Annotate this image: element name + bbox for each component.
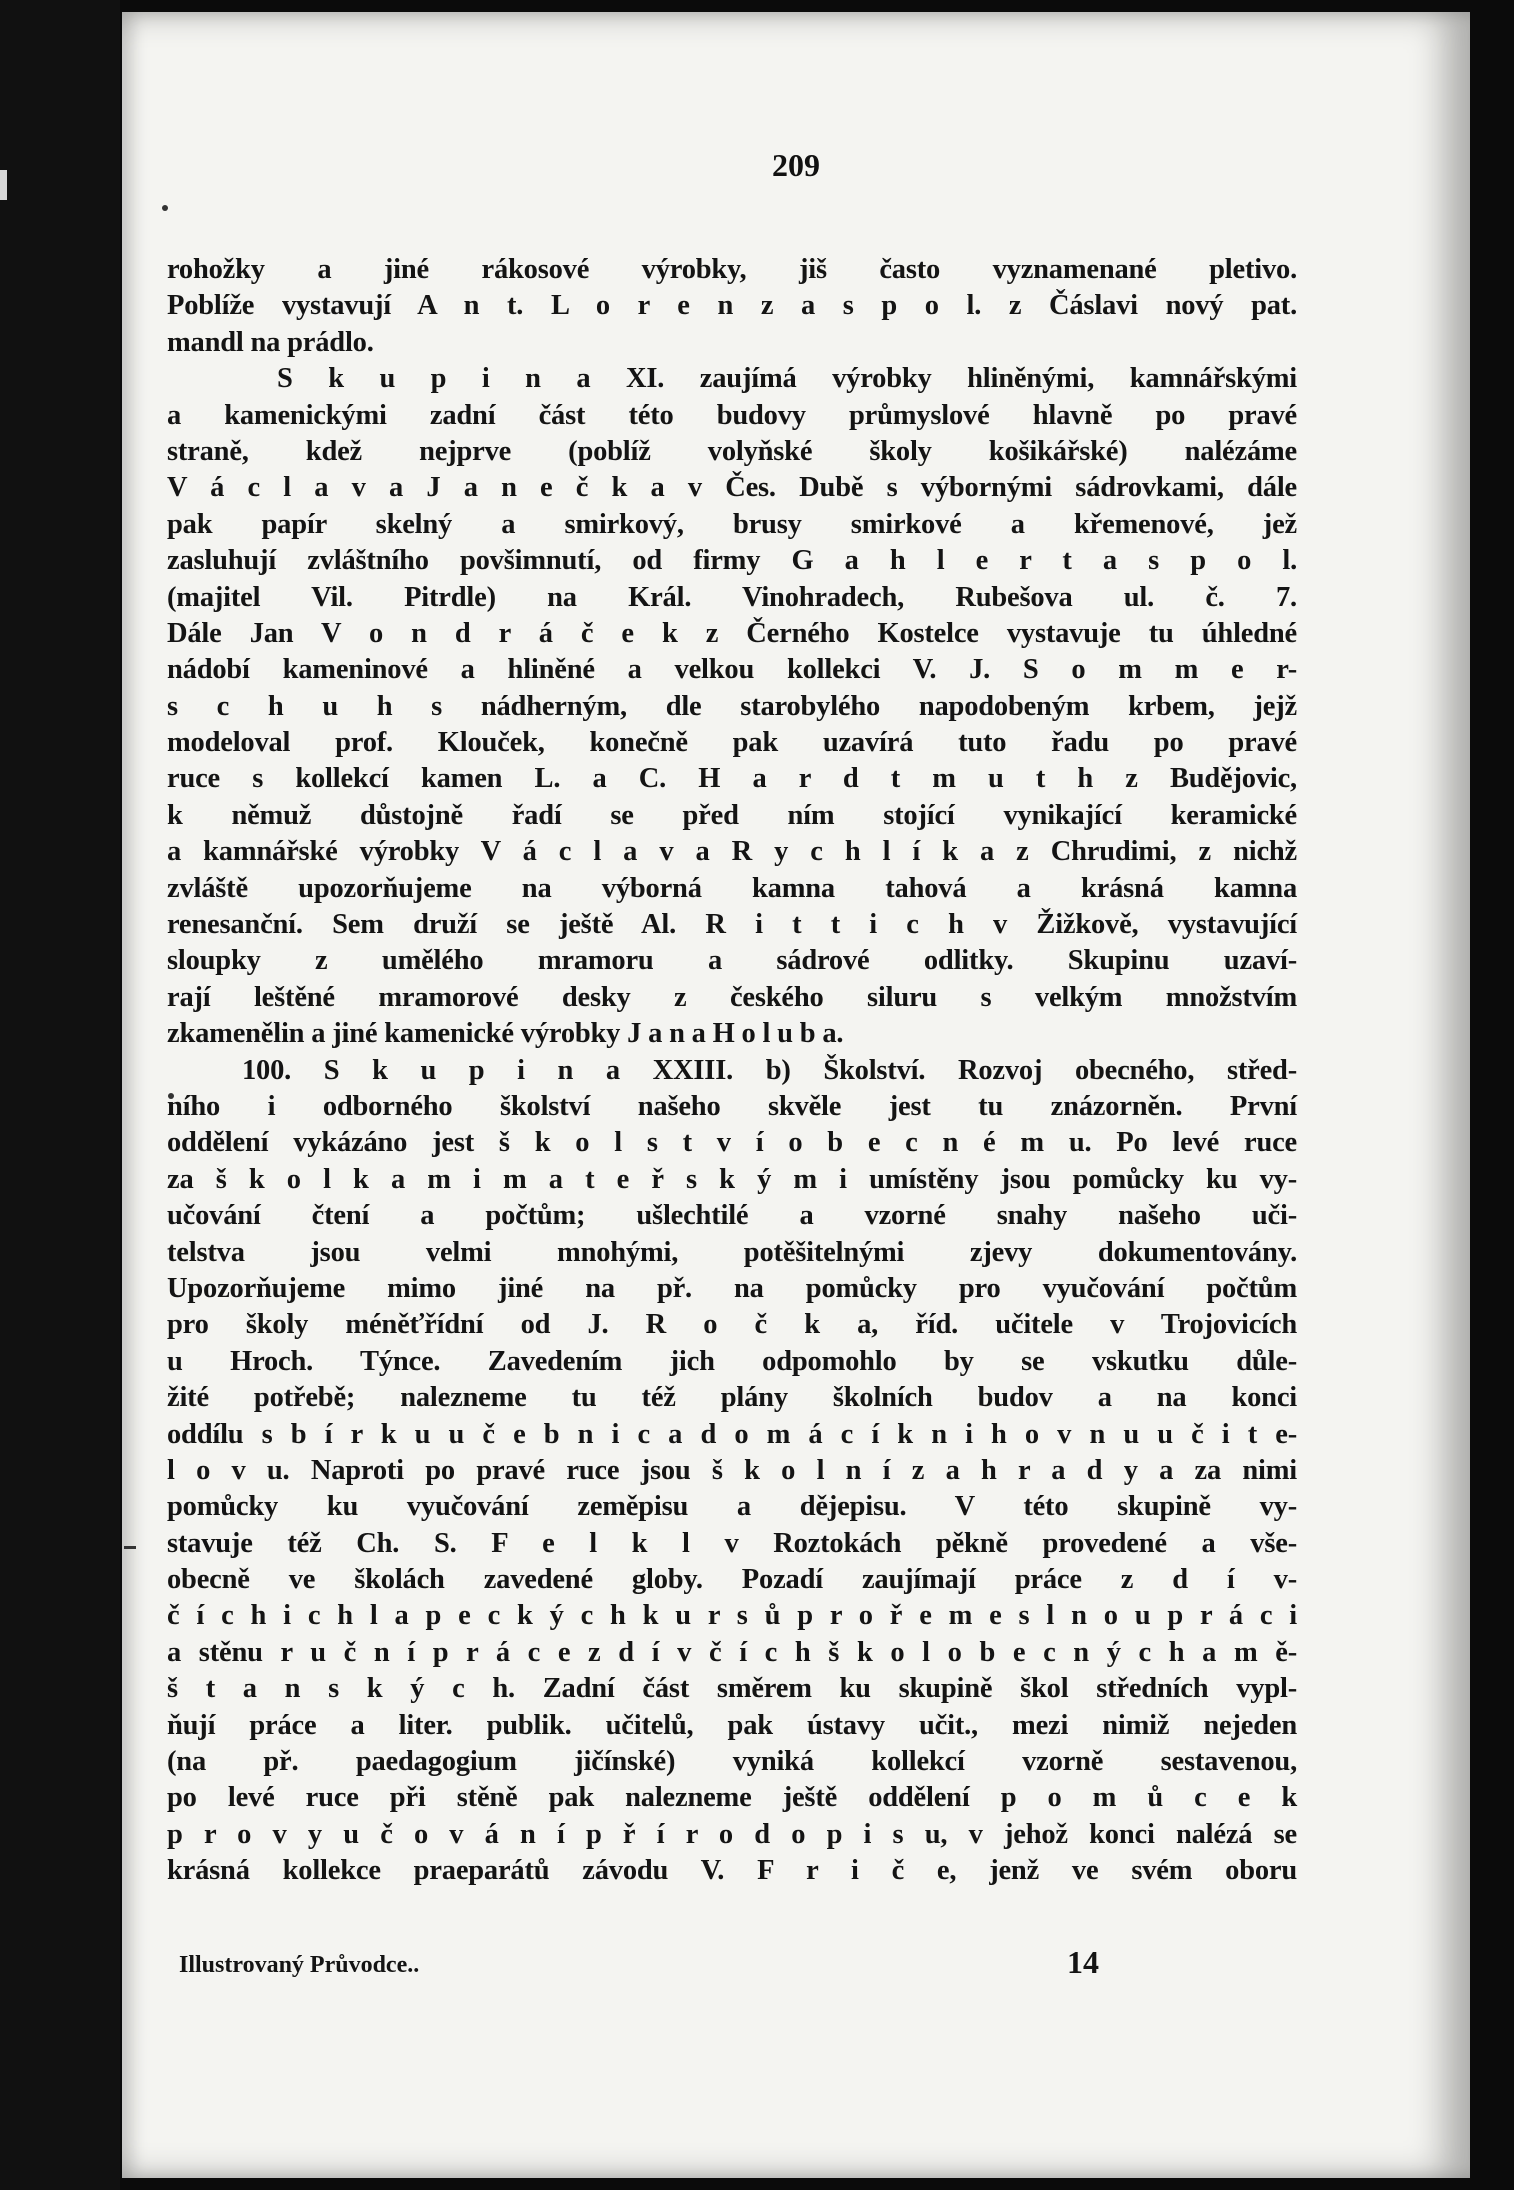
text-line: po levé ruce při stěně pak nalezneme ještě oddělení p o m ů c e k [167,1782,1297,1814]
text-line: sloupky z umělého mramoru a sádrové odlitky. Skupinu uzaví- [167,945,1297,977]
text-line: p r o v y u č o v á n í p ř í r o d o p i s u, v jehož konci nalézá se [167,1818,1297,1850]
margin-speck [162,205,168,211]
text-line: a stěnu r u č n í p r á c e z d í v č í c h š k o l o b e c n ý c h a m ě- [167,1636,1297,1668]
scan-left-border [0,0,120,2190]
text-line: mandl na prádlo. [167,326,374,358]
footer-signature-mark: 14 [1067,1944,1099,1980]
text-line: zvláště upozorňujeme na výborná kamna tahová a krásná kamna [167,872,1297,904]
text-line: š t a n s k ý c h. Zadní část směrem ku skupině škol středních vypl- [167,1673,1297,1705]
body-text [167,252,1297,1890]
text-line: ruce s kollekcí kamen L. a C. H a r d t m u t h z Budějovic, [167,763,1297,795]
text-line: 100. S k u p i n a XXIII. b) Školství. Rozvoj obecného, střed- [242,1054,1297,1086]
text-line: za š k o l k a m i m a t e ř s k ý m i umístěny jsou pomůcky ku vy- [167,1163,1297,1195]
text-line: obecně ve školách zavedené globy. Pozadí zaujímají práce z d í v- [167,1564,1297,1596]
text-line: telstva jsou velmi mnohými, potěšitelnými zjevy dokumentovány. [167,1236,1297,1268]
scan-edge-mark [0,170,7,200]
text-line: s c h u h s nádherným, dle starobylého napodobeným krbem, jejž [167,690,1297,722]
text-line: zasluhují zvláštního povšimnutí, od firmy G a h l e r t a s p o l. [167,545,1297,577]
text-line: k němuž důstojně řadí se před ním stojící vynikající keramické [167,799,1297,831]
text-line: č í c h i c h l a p e c k ý c h k u r s ů p r o ř e m e s l n o u p r á c i [167,1600,1297,1632]
text-line: Poblíže vystavují A n t. L o r e n z a s p o l. z Čáslavi nový pat. [167,290,1297,322]
text-line: modeloval prof. Klouček, konečně pak uzavírá tuto řadu po pravé [167,727,1297,759]
text-line: (majitel Vil. Pitrdle) na Král. Vinohradech, Rubešova ul. č. 7. [167,581,1297,613]
text-line: rohožky a jiné rákosové výrobky, jiš často vyznamenané pletivo. [167,254,1297,285]
text-line: (na př. paedagogium jičínské) vyniká kollekcí vzorně sestavenou, [167,1746,1297,1778]
text-line: l o v u. Naproti po pravé ruce jsou š k o l n í z a h r a d y a za nimi [167,1454,1297,1486]
text-line: straně, kdež nejprve (poblíž volyňské školy košikářské) nalézáme [167,435,1297,467]
text-line: ního i odborného školství našeho skvěle jest tu znázorněn. První [167,1090,1297,1122]
text-line: učování čtení a počtům; ušlechtilé a vzorné snahy našeho uči- [167,1200,1297,1232]
text-line: oddílu s b í r k u u č e b n i c a d o m á c í k n i h o v n u u č i t e- [167,1418,1297,1450]
footer-book-title: Illustrovaný Průvodce.. [179,1952,420,1978]
text-line: ňují práce a liter. publik. učitelů, pak ústavy učit., mezi nimiž nejeden [167,1709,1297,1741]
text-line: a kamenickými zadní část této budovy průmyslové hlavně po pravé [167,399,1297,431]
text-line: krásná kollekce praeparátů závodu V. F r i č e, jenž ve svém oboru [167,1855,1297,1887]
text-line: nádobí kameninové a hliněné a velkou kollekci V. J. S o m m e r- [167,654,1297,686]
book-page [122,12,1470,2178]
text-line: pro školy méněťřídní od J. R o č k a, říd. učitele v Trojovicích [167,1309,1297,1341]
text-line: u Hroch. Týnce. Zavedením jich odpomohlo by se vskutku důle- [167,1345,1297,1377]
text-line: oddělení vykázáno jest š k o l s t v í o b e c n é m u. Po levé ruce [167,1127,1297,1159]
text-line: Dále Jan V o n d r á č e k z Černého Kostelce vystavuje tu úhledné [167,617,1297,649]
text-line: a kamnářské výrobky V á c l a v a R y c h l í k a z Chrudimi, z nichž [167,836,1297,868]
page-number: 209 [772,147,820,183]
text-line: V á c l a v a J a n e č k a v Čes. Dubě s výbornými sádrovkami, dále [167,472,1297,504]
text-line: pomůcky ku vyučování zeměpisu a dějepisu. V této skupině vy- [167,1491,1297,1523]
text-line: stavuje též Ch. S. F e l k l v Roztokách pěkně provedené a vše- [167,1527,1297,1559]
text-line: zkamenělin a jiné kamenické výrobky J a n a H o l u b a. [167,1018,844,1050]
text-line: S k u p i n a XI. zaujímá výrobky hliněnými, kamnářskými [277,363,1297,395]
text-line: renesanční. Sem druží se ještě Al. R i t t i c h v Žižkově, vystavující [167,909,1297,941]
text-line: Upozorňujeme mimo jiné na př. na pomůcky pro vyučování počtům [167,1272,1297,1304]
margin-dash [124,1546,136,1549]
text-line: pak papír skelný a smirkový, brusy smirkové a křemenové, jež [167,508,1297,540]
text-line: rají leštěné mramorové desky z českého siluru s velkým množstvím [167,981,1297,1013]
text-line: žité potřebě; nalezneme tu též plány školních budov a na konci [167,1382,1297,1414]
